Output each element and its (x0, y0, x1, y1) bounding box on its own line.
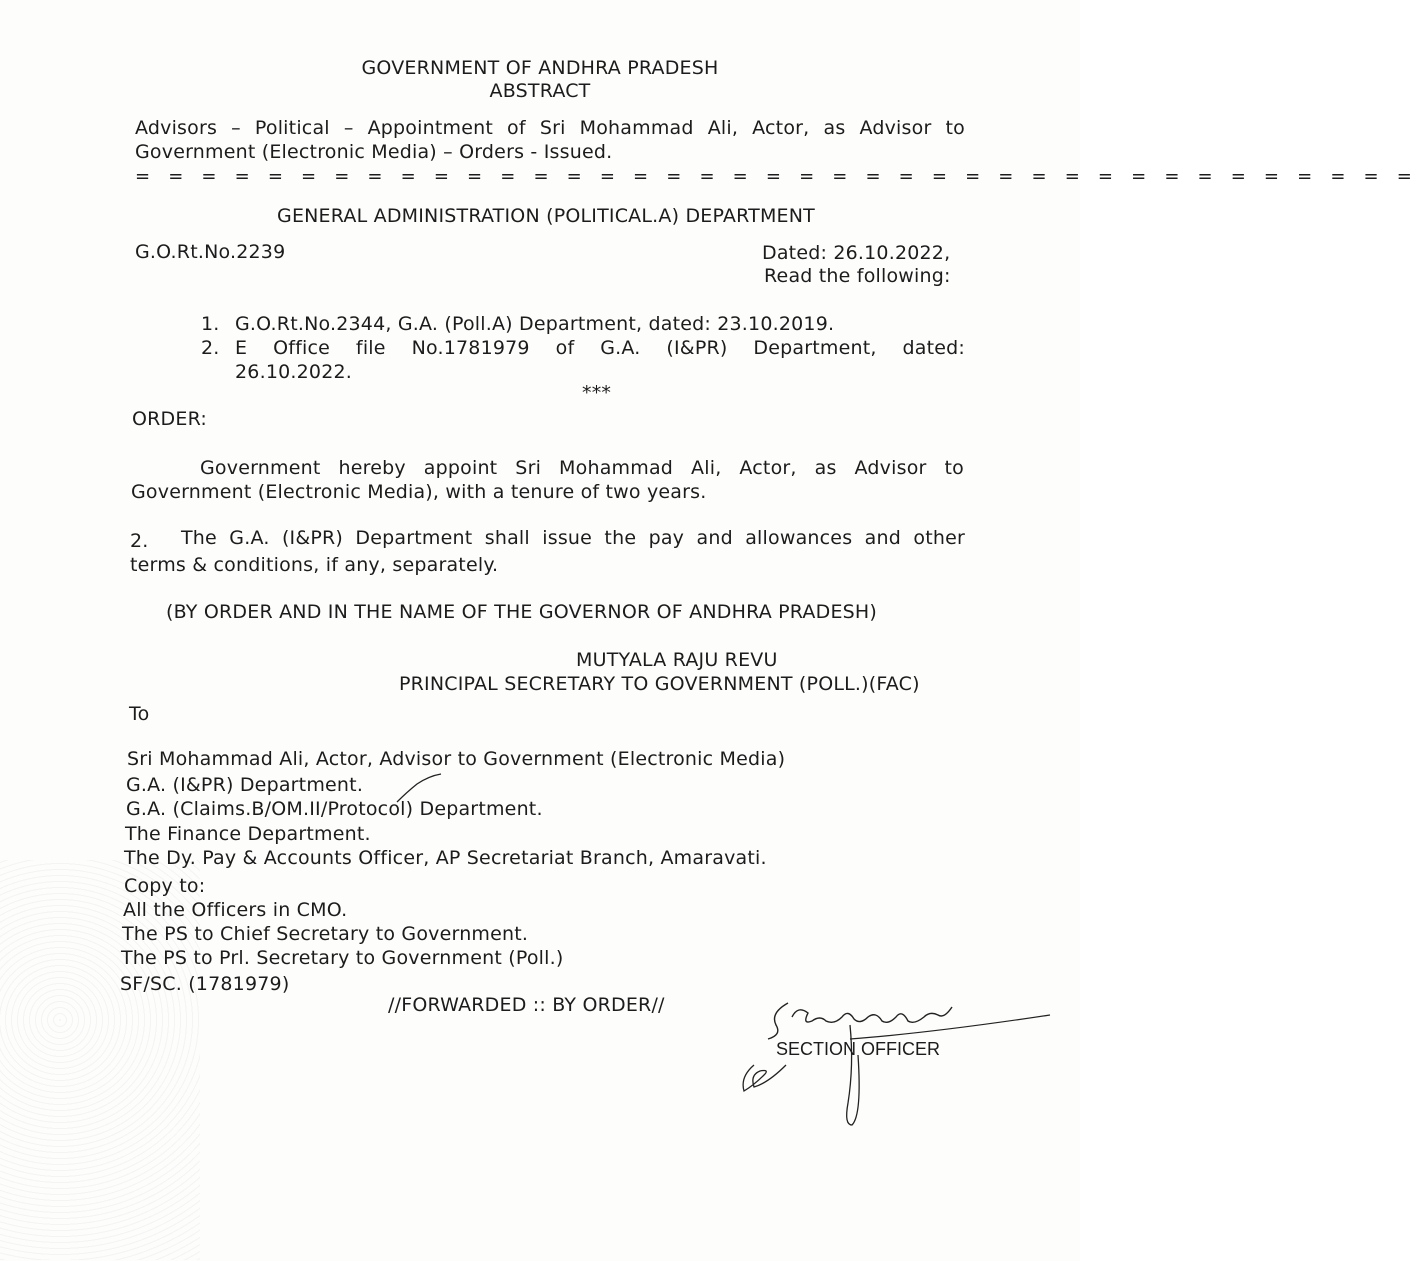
dated: Dated: 26.10.2022, (762, 242, 951, 264)
abstract-heading: ABSTRACT (489, 80, 591, 102)
reference-1-text: G.O.Rt.No.2344, G.A. (Poll.A) Department, dated: 23.10.2019. (235, 313, 835, 335)
separator-stars: *** (582, 382, 612, 404)
recipient-5: The Dy. Pay & Accounts Officer, AP Secretariat Branch, Amaravati. (124, 847, 767, 869)
signatory-designation: PRINCIPAL SECRETARY TO GOVERNMENT (POLL.)(FAC) (399, 673, 920, 695)
copy-to-label: Copy to: (124, 875, 206, 897)
department-heading: GENERAL ADMINISTRATION (POLITICAL.A) DEPARTMENT (277, 205, 815, 227)
subject-separator: = = = = = = = = = = = = = = = = = = = = = = = = = = = = = = = = = = = = = = = (135, 166, 1418, 187)
read-following: Read the following: (764, 265, 951, 287)
reference-2-text: E Office file No.1781979 of G.A. (I&PR) Department, dated: (235, 337, 965, 359)
subject-line-2: Government (Electronic Media) – Orders - Issued. (135, 141, 613, 163)
reference-2-continuation: 26.10.2022. (235, 361, 353, 383)
reference-2-number: 2. (201, 337, 220, 359)
order-paragraph-2-number: 2. (130, 530, 149, 552)
forwarded-by-order: //FORWARDED :: BY ORDER// (388, 994, 665, 1016)
order-paragraph-2-line-1: The G.A. (I&PR) Department shall issue the pay and allowances and other (181, 527, 965, 549)
copy-2: The PS to Chief Secretary to Government. (122, 923, 529, 945)
signature-icon (730, 995, 1060, 1135)
by-order-line: (BY ORDER AND IN THE NAME OF THE GOVERNOR OF ANDHRA PRADESH) (166, 601, 878, 623)
reference-1-number: 1. (201, 313, 220, 335)
to-label: To (129, 703, 150, 725)
recipient-3: G.A. (Claims.B/OM.II/Protocol) Department. (126, 798, 543, 820)
order-paragraph-1-line-1: Government hereby appoint Sri Mohammad Ali, Actor, as Advisor to (200, 457, 964, 479)
order-paragraph-2-line-2: terms & conditions, if any, separately. (130, 554, 499, 576)
copy-4: SF/SC. (1781979) (120, 973, 290, 995)
subject-line-1: Advisors – Political – Appointment of Sri Mohammad Ali, Actor, as Advisor to (135, 117, 965, 139)
order-paragraph-1-line-2: Government (Electronic Media), with a tenure of two years. (131, 481, 707, 503)
section-officer-label: SECTION OFFICER (776, 1039, 941, 1059)
tick-mark-icon (395, 772, 455, 812)
copy-1: All the Officers in CMO. (123, 899, 348, 921)
go-number: G.O.Rt.No.2239 (135, 241, 286, 263)
recipient-1: Sri Mohammad Ali, Actor, Advisor to Government (Electronic Media) (127, 748, 786, 770)
order-heading: ORDER: (132, 408, 208, 430)
government-heading: GOVERNMENT OF ANDHRA PRADESH (361, 57, 719, 79)
recipient-4: The Finance Department. (125, 823, 371, 845)
recipient-2: G.A. (I&PR) Department. (126, 774, 364, 796)
signatory-name: MUTYALA RAJU REVU (576, 649, 778, 671)
copy-3: The PS to Prl. Secretary to Government (Poll.) (121, 947, 564, 969)
